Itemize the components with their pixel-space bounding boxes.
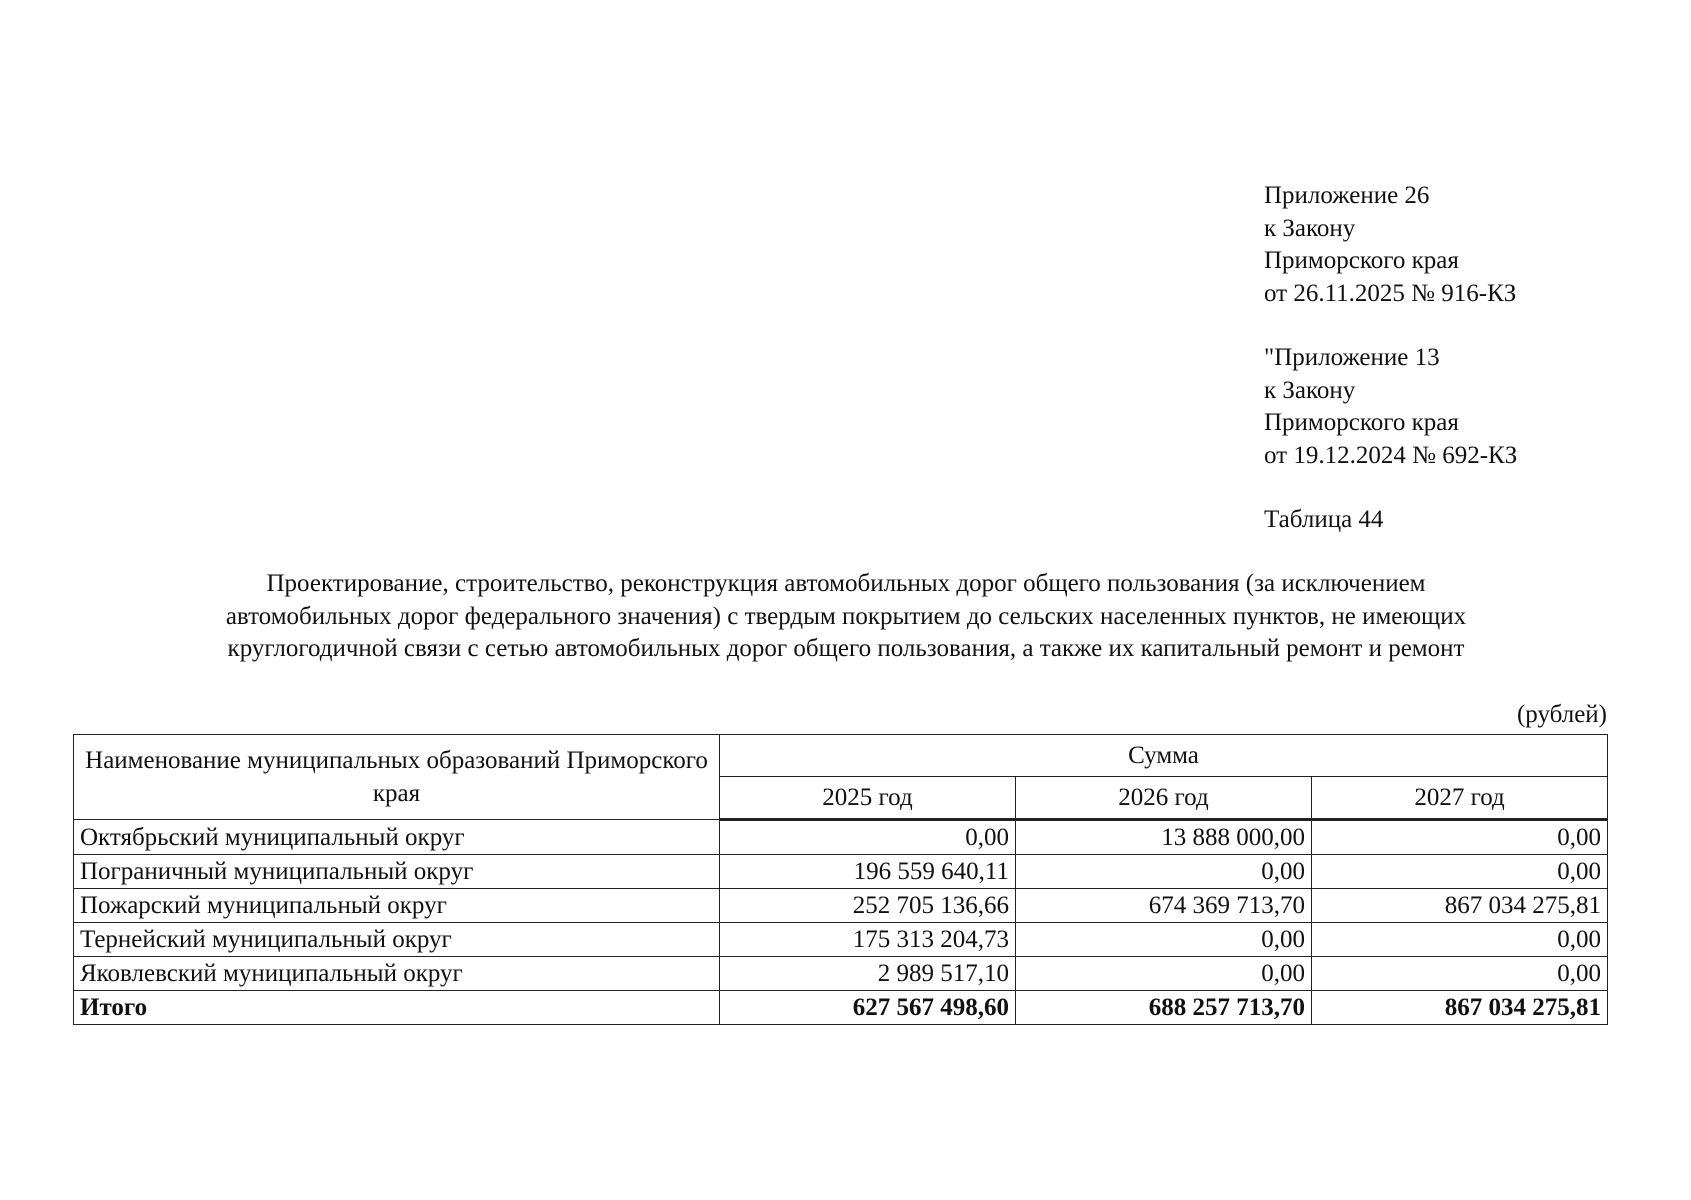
funding-table	[73, 734, 1608, 1025]
total-value-2025: 627 567 498,60	[720, 991, 1016, 1025]
row-value-2026: 0,00	[1016, 855, 1312, 889]
table-row	[74, 889, 1608, 923]
row-value-2026: 674 369 713,70	[1016, 889, 1312, 923]
annex-line: к Закону	[1264, 376, 1356, 404]
total-value-2026: 688 257 713,70	[1016, 991, 1312, 1025]
annex-line: от 19.12.2024 № 692-КЗ	[1264, 441, 1518, 469]
table-row	[74, 855, 1608, 889]
table-row	[74, 923, 1608, 957]
header-name-column: Наименование муниципальных образований Приморского края	[74, 735, 720, 820]
header-sum-group: Сумма	[720, 735, 1608, 777]
annex-line: Приморского края	[1264, 409, 1459, 436]
row-name: Тернейский муниципальный округ	[74, 923, 720, 957]
total-value-2027: 867 034 275,81	[1312, 991, 1608, 1025]
document-title	[76, 568, 1616, 666]
table-header-row	[74, 735, 1608, 777]
units-label: (рублей)	[1516, 701, 1607, 728]
table-total-row	[74, 991, 1608, 1025]
annex-line: от 26.11.2025 № 916-КЗ	[1264, 279, 1517, 307]
row-name: Пограничный муниципальный округ	[74, 855, 720, 889]
annex-line: Приложение 26	[1264, 182, 1430, 209]
row-value-2025: 175 313 204,73	[720, 923, 1016, 957]
annex-original	[1264, 342, 1517, 472]
annex-current	[1264, 180, 1517, 310]
total-label: Итого	[74, 991, 720, 1025]
row-value-2027: 867 034 275,81	[1312, 889, 1608, 923]
table-row	[74, 820, 1608, 855]
row-value-2026: 0,00	[1016, 923, 1312, 957]
annex-line: к Закону	[1264, 214, 1356, 242]
row-name: Пожарский муниципальный округ	[74, 889, 720, 923]
row-value-2025: 252 705 136,66	[720, 889, 1016, 923]
annex-header	[1264, 180, 1517, 537]
title-line: Проектирование, строительство, реконструкция автомобильных дорог общего пользования (за исключением	[266, 570, 1426, 597]
table-row	[74, 957, 1608, 991]
row-value-2027: 0,00	[1312, 957, 1608, 991]
table-number	[1264, 504, 1517, 537]
annex-line: "Приложение 13	[1264, 344, 1440, 371]
row-value-2025: 196 559 640,11	[720, 855, 1016, 889]
header-year-2027: 2027 год	[1312, 777, 1608, 820]
row-value-2027: 0,00	[1312, 923, 1608, 957]
row-name: Яковлевский муниципальный округ	[74, 957, 720, 991]
table-number-label: Таблица 44	[1264, 506, 1384, 533]
header-year-2026: 2026 год	[1016, 777, 1312, 820]
title-line: автомобильных дорог федерального значения) с твердым покрытием до сельских населенных пунктов, не имеющих	[225, 602, 1467, 630]
row-value-2025: 0,00	[720, 820, 1016, 855]
annex-line: Приморского края	[1264, 247, 1459, 274]
row-name: Октябрьский муниципальный округ	[74, 820, 720, 855]
row-value-2026: 13 888 000,00	[1016, 820, 1312, 855]
row-value-2026: 0,00	[1016, 957, 1312, 991]
row-value-2027: 0,00	[1312, 855, 1608, 889]
header-year-2025: 2025 год	[720, 777, 1016, 820]
row-value-2027: 0,00	[1312, 820, 1608, 855]
title-line: круглогодичной связи с сетью автомобильных дорог общего пользования, а также их капитальный ремонт и ремонт	[227, 635, 1465, 662]
row-value-2025: 2 989 517,10	[720, 957, 1016, 991]
